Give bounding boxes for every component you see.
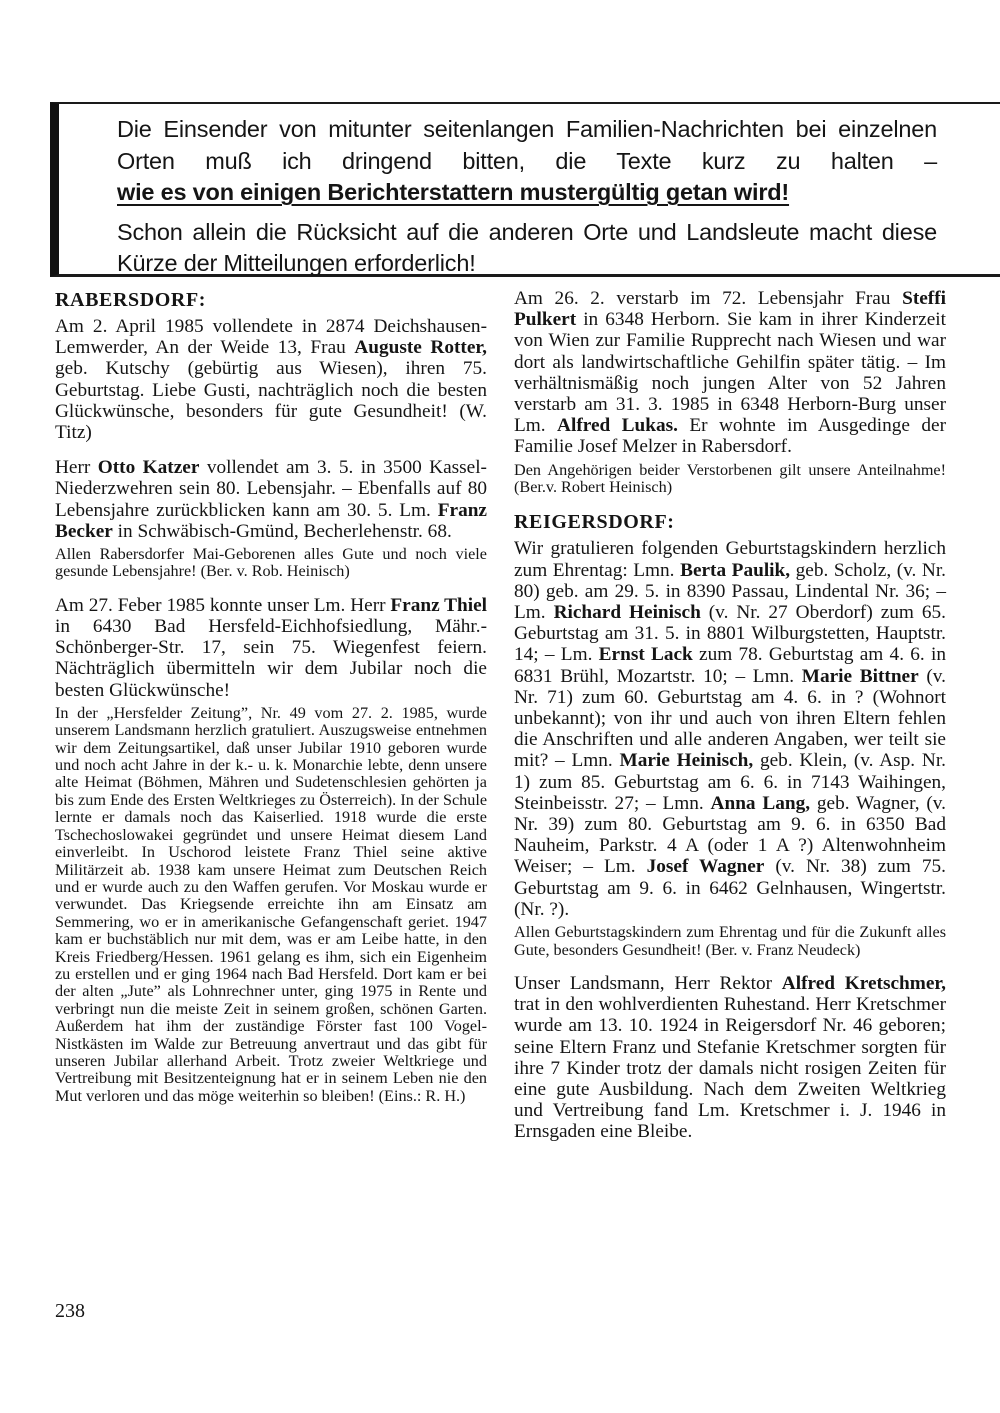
page-number: 238: [55, 1300, 85, 1322]
birthday-greeting-note: Allen Geburtstagskindern zum Ehrentag und für die Zukunft alles Gute, besonders Gesundheit! (Ber. v. Franz Neudeck): [514, 923, 946, 959]
article-obituaries: Am 26. 2. verstarb im 72. Lebensjahr Frau Steffi Pulkert in 6348 Herborn. Sie kam in ihrer Kinderzeit von Wien zur Familie Rupprecht nach Wiesen und war dort als landwirtschaftliche Gehilfin später tätig. – Im verhältnismäßig noch jungen Alter von 52 Jahren verstarb am 31. 3. 1985 in 6348 Herborn-Burg unser Lm. Alfred Lukas. Er wohnte im Ausgedinge der Familie Josef Melzer in Rabersdorf.: [514, 288, 946, 458]
notice-text-2: Schon allein die Rücksicht auf die anderen Orte und Landsleute macht diese Kürze der Mitteilungen erforderlich!: [117, 218, 937, 276]
article-kretschmer: Unser Landsmann, Herr Rektor Alfred Kretschmer, trat in den wohlverdienten Ruhestand. Herr Kretschmer wurde am 13. 10. 1924 in Reigersdorf Nr. 46 geboren; seine Eltern Franz und Stefanie Kretschmer sorgten für ihre 7 Kinder trotz der damals nicht rosigen Zeiten für eine gute Ausbildung. Nach dem Zweiten Weltkrieg und Vertreibung fand Lm. Kretschmer i. J. 1946 in Ernsgaden eine Bleibe.: [514, 972, 946, 1143]
section-heading-reigersdorf: REIGERSDORF:: [514, 511, 675, 534]
greeting-note: Allen Rabersdorfer Mai-Geborenen alles Gute und noch viele gesunde Lebensjahre! (Ber. v. Rob. Heinisch): [55, 545, 487, 581]
left-column: [55, 288, 487, 1119]
article-thiel: Am 27. Feber 1985 konnte unser Lm. Herr Franz Thiel in 6430 Bad Hersfeld-Eichhofsiedlung, Mähr.-Schönberger-Str. 17, sein 75. Wiegenfest feiern. Nächträglich übermitteln wir dem Jubilar noch die besten Glückwünsche!: [55, 594, 487, 701]
notice-text: Die Einsender von mitunter seitenlangen Familien-Nachrichten bei einzelnen Orten muß ich dringend bitten, die Texte kurz zu halten –: [117, 116, 937, 174]
condolence-note: Den Angehörigen beider Verstorbenen gilt unsere Anteilnahme! (Ber.v. Robert Heinisch): [514, 460, 946, 497]
article-thiel-detail: In der „Hersfelder Zeitung”, Nr. 49 vom 27. 2. 1985, wurde unserem Landsmann herzlich gratuliert. Auszugsweise entnehmen wir dem Zeitungsartikel, daß unser Jubilar 1910 geboren wurde und noch acht Jahre in der k.- u. k. Monarchie lebte, denn unsere alte Heimat (Böhmen, Mähren und Sudetenschlesien gehörten ja bis zum Ende des Ersten Weltkrieges zu Österreich). In der Schule lernte er damals noch das Kaiserlied. 1918 wurde die erste Tschechoslowakei gegründet und unsere Heimat diesem Land einverleibt. In Uschorod leistete Franz Thiel seine aktive Militärzeit ab. 1938 kam unsere Heimat zum Deutschen Reich und er wurde auch zu den Waffen gerufen. Vor Moskau wurde er verwundet. Das Kriegsende erreichte ihn am Einsatz am Semmering, wo er in amerikanische Gefangenschaft geriet. 1947 kam er buchstäblich nur mit dem, was er am Leibe hatte, in den Kreis Friedberg/Hessen. 1961 gelang es ihm, sich ein Eigenheim zu erstellen und er ging 1964 nach Bad Hersfeld. Dort kam er bei der alten „Jute” als Lohnrechner unter, ging 1975 in Rente und verbringt nun die meiste Zeit in seinem großen, schönen Garten. Außerdem hat ihm der zuständige Förster fast 100 Vogel-Nistkästen im Walde zur Betreuung anvertraut und das gibt für unseren Jubilar allerhand Arbeit. Trotz zweier Weltkriege und Vertreibung mit Besitzenteignung hat er in seinem Leben nie den Mut verloren und das möge weiterhin so bleiben! (Eins.: R. H.): [55, 703, 487, 1105]
article-birthdays: Wir gratulieren folgenden Geburtstagskindern herzlich zum Ehrentag: Lmn. Berta Paulik, geb. Scholz, (v. Nr. 80) geb. am 29. 5. in 8390 Passau, Lindental Nr. 36; – Lm. Richard Heinisch (v. Nr. 27 Oberdorf) zum 65. Geburtstag am 31. 5. in 8801 Wilburgstetten, Hauptstr. 14; – Lm. Ernst Lack zum 78. Geburtstag am 4. 6. in 6831 Brühl, Mozartstr. 10; – Lmn. Marie Bittner (v. Nr. 71) zum 60. Geburtstag am 4. 6. in ? (Wohnort unbekannt); von ihr und auch von ihren Eltern fehlen die Anschriften und alle anderen Angaben, wer teilt sie mit? – Lmn. Marie Heinisch, geb. Klein, (v. Asp. Nr. 1) zum 85. Geburtstag am 6. 6. in 7143 Waihingen, Steinbeisstr. 27; – Lmn. Anna Lang, geb. Wagner, (v. Nr. 39) zum 80. Geburtstag am 9. 6. in 6350 Bad Nauheim, Parkstr. 4 A (oder 1 A ?) Altenwohnheim Weiser; – Lm. Josef Wagner (v. Nr. 38) zum 75. Geburtstag am 9. 6. in 6462 Gelnhausen, Wingertstr. (Nr. ?).: [514, 538, 947, 920]
section-heading-rabersdorf: RABERSDORF:: [55, 289, 207, 311]
right-column: [514, 288, 946, 1147]
article-rotter: Am 2. April 1985 vollendete in 2874 Deichshausen-Lemwerder, An der Weide 13, Frau Auguste Rotter, geb. Kutschy (gebürtig aus Wiesen), ihren 75. Geburtstag. Liebe Gusti, nachträglich noch die besten Glückwünsche, besonders für gute Gesundheit! (W. Titz): [55, 316, 488, 444]
article-katzer-becker: Herr Otto Katzer vollendet am 3. 5. in 3500 Kassel-Niederzwehren sein 80. Lebensjahr. – Ebenfalls auf 80 Lebensjahre zurückblicken kann am 30. 5. Lm. Franz Becker in Schwäbisch-Gmünd, Becherlehenstr. 68.: [55, 457, 487, 542]
notice-emphasis: wie es von einigen Berichterstattern mustergültig getan wird!: [117, 179, 790, 205]
editor-notice-box: [50, 102, 1000, 277]
